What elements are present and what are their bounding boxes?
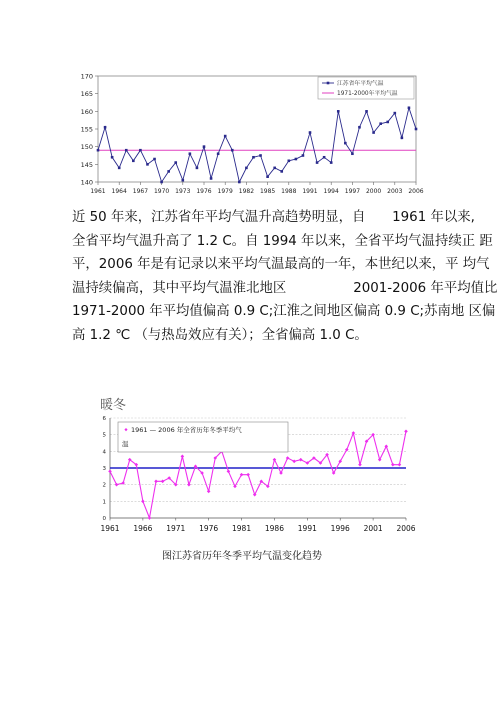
data-point bbox=[207, 490, 211, 494]
data-point bbox=[125, 149, 128, 152]
x-tick-label: 1994 bbox=[323, 188, 339, 195]
data-point bbox=[358, 126, 361, 129]
data-point bbox=[141, 500, 145, 504]
data-point bbox=[139, 149, 142, 152]
data-point bbox=[167, 170, 170, 173]
figure-caption: 图江苏省历年冬季平均气温变化趋势 bbox=[162, 551, 322, 562]
x-tick-label: 1982 bbox=[238, 188, 255, 195]
data-point bbox=[210, 177, 213, 180]
y-tick-label: 0 bbox=[102, 516, 106, 522]
data-point bbox=[401, 137, 404, 140]
data-point bbox=[148, 516, 152, 520]
x-tick-label: 1985 bbox=[259, 188, 276, 195]
y-tick-label: 165 bbox=[80, 90, 93, 99]
data-point bbox=[182, 179, 185, 182]
x-tick-label: 1961 bbox=[100, 524, 120, 533]
x-tick-label: 2000 bbox=[365, 188, 382, 195]
x-tick-label: 1973 bbox=[175, 188, 191, 195]
data-point bbox=[111, 156, 114, 159]
x-tick-label: 1986 bbox=[264, 524, 284, 533]
y-tick-label: 140 bbox=[80, 178, 93, 187]
data-point bbox=[408, 107, 411, 110]
paragraph-line: 温持续偏高，其中平均气温淮北地区 2001-2006 年平均值比 bbox=[72, 280, 498, 296]
data-point bbox=[358, 463, 362, 467]
data-point bbox=[153, 158, 156, 161]
x-tick-label: 1970 bbox=[153, 188, 170, 195]
x-tick-label: 1988 bbox=[281, 188, 297, 195]
paragraph-line: 全省平均气温升高了 1.2 C。自 1994 年以来，全省平均气温持续正 距 bbox=[72, 233, 493, 249]
data-point bbox=[246, 473, 250, 477]
data-point bbox=[365, 110, 368, 113]
y-tick-label: 150 bbox=[80, 143, 93, 152]
data-point bbox=[351, 152, 354, 155]
series-line bbox=[98, 108, 416, 182]
y-tick-label: 155 bbox=[80, 125, 93, 134]
winter-temperature-chart bbox=[92, 412, 418, 558]
y-tick-label: 145 bbox=[80, 160, 93, 169]
data-point bbox=[404, 430, 408, 434]
y-tick-label: 6 bbox=[102, 416, 106, 422]
annual-temperature-chart bbox=[72, 66, 428, 202]
data-point bbox=[259, 154, 262, 157]
x-tick-label: 2006 bbox=[408, 188, 424, 195]
x-tick-label: 2003 bbox=[387, 188, 403, 195]
data-point bbox=[108, 470, 112, 474]
x-tick-label: 1976 bbox=[199, 524, 219, 533]
x-tick-label: 1966 bbox=[133, 524, 153, 533]
data-point bbox=[97, 149, 100, 152]
data-point bbox=[288, 160, 291, 163]
data-point bbox=[286, 456, 290, 460]
paragraph-line: 高 1.2 ℃ （与热岛效应有关）；全省偏高 1.0 C。 bbox=[72, 327, 368, 343]
paragraph-line: 近 50 年来，江苏省年平均气温升高趋势明显，自 1961 年以来, bbox=[72, 210, 475, 225]
data-point bbox=[118, 167, 121, 170]
x-tick-label: 1979 bbox=[217, 188, 233, 195]
x-tick-label: 1961 bbox=[90, 188, 106, 195]
data-point bbox=[391, 463, 395, 467]
legend-label: 1961 — 2006 年全省历年冬季平均气 bbox=[131, 426, 242, 434]
data-point bbox=[372, 131, 375, 134]
x-tick-label: 1976 bbox=[196, 188, 212, 195]
data-point bbox=[394, 112, 397, 115]
data-point bbox=[231, 149, 234, 152]
paragraph-line: 平，2006 年是有记录以来平均气温最高的一年，本世纪以来，平 均气 bbox=[72, 257, 490, 273]
y-tick-label: 1 bbox=[102, 499, 106, 506]
data-point bbox=[337, 110, 340, 113]
y-tick-label: 4 bbox=[102, 449, 106, 456]
data-point bbox=[217, 152, 220, 155]
y-tick-label: 170 bbox=[80, 72, 93, 81]
description-paragraph bbox=[72, 206, 498, 348]
data-point bbox=[253, 493, 257, 497]
data-point bbox=[154, 480, 158, 484]
data-point bbox=[224, 135, 227, 138]
data-point bbox=[266, 175, 269, 178]
legend-label: 1971-2000年平均气温 bbox=[337, 91, 398, 97]
data-point bbox=[323, 156, 326, 159]
data-point bbox=[386, 121, 389, 124]
legend-label: 温 bbox=[122, 440, 129, 448]
legend-marker bbox=[327, 82, 330, 85]
data-point bbox=[121, 481, 125, 485]
y-tick-label: 5 bbox=[102, 432, 106, 439]
data-point bbox=[316, 161, 319, 164]
data-point bbox=[352, 431, 356, 435]
x-tick-label: 2006 bbox=[396, 524, 416, 533]
y-tick-label: 3 bbox=[102, 466, 106, 472]
data-point bbox=[384, 445, 388, 449]
paragraph-line: 1971-2000 年平均值偏高 0.9 C;江淮之间地区偏高 0.9 C;苏南地 区偏 bbox=[72, 304, 496, 320]
data-point bbox=[181, 455, 185, 459]
data-point bbox=[203, 145, 206, 148]
data-point bbox=[379, 122, 382, 125]
data-point bbox=[292, 460, 296, 464]
data-point bbox=[104, 126, 107, 129]
data-point bbox=[187, 483, 191, 487]
data-point bbox=[132, 160, 135, 163]
data-point bbox=[115, 483, 119, 487]
data-point bbox=[309, 131, 312, 134]
x-tick-label: 1991 bbox=[302, 188, 318, 195]
data-point bbox=[279, 471, 283, 475]
x-tick-label: 2001 bbox=[363, 524, 383, 533]
legend-label: 江苏省年平均气温 bbox=[337, 81, 384, 87]
x-tick-label: 1971 bbox=[166, 524, 186, 533]
data-point bbox=[302, 154, 305, 157]
data-point bbox=[245, 167, 248, 170]
data-point bbox=[161, 480, 165, 484]
data-point bbox=[160, 181, 163, 184]
data-point bbox=[378, 458, 382, 462]
data-point bbox=[189, 152, 192, 155]
data-point bbox=[273, 458, 277, 462]
data-point bbox=[295, 158, 298, 161]
data-point bbox=[344, 142, 347, 145]
data-point bbox=[252, 156, 255, 159]
x-tick-label: 1964 bbox=[111, 188, 127, 195]
data-point bbox=[238, 181, 241, 184]
x-tick-label: 1991 bbox=[297, 524, 317, 533]
data-point bbox=[196, 167, 199, 170]
data-point bbox=[299, 458, 303, 462]
data-point bbox=[330, 161, 333, 164]
data-point bbox=[273, 167, 276, 170]
data-point bbox=[415, 128, 418, 131]
x-tick-label: 1981 bbox=[232, 524, 252, 533]
data-point bbox=[398, 463, 402, 467]
y-tick-label: 160 bbox=[80, 107, 93, 116]
data-point bbox=[227, 470, 231, 474]
data-point bbox=[174, 161, 177, 164]
x-tick-label: 1967 bbox=[132, 188, 149, 195]
x-tick-label: 1996 bbox=[330, 524, 350, 533]
section-title: 暖冬 bbox=[100, 398, 127, 413]
data-point bbox=[146, 163, 149, 166]
x-tick-label: 1997 bbox=[344, 188, 361, 195]
y-tick-label: 2 bbox=[102, 482, 106, 489]
data-point bbox=[280, 170, 283, 173]
